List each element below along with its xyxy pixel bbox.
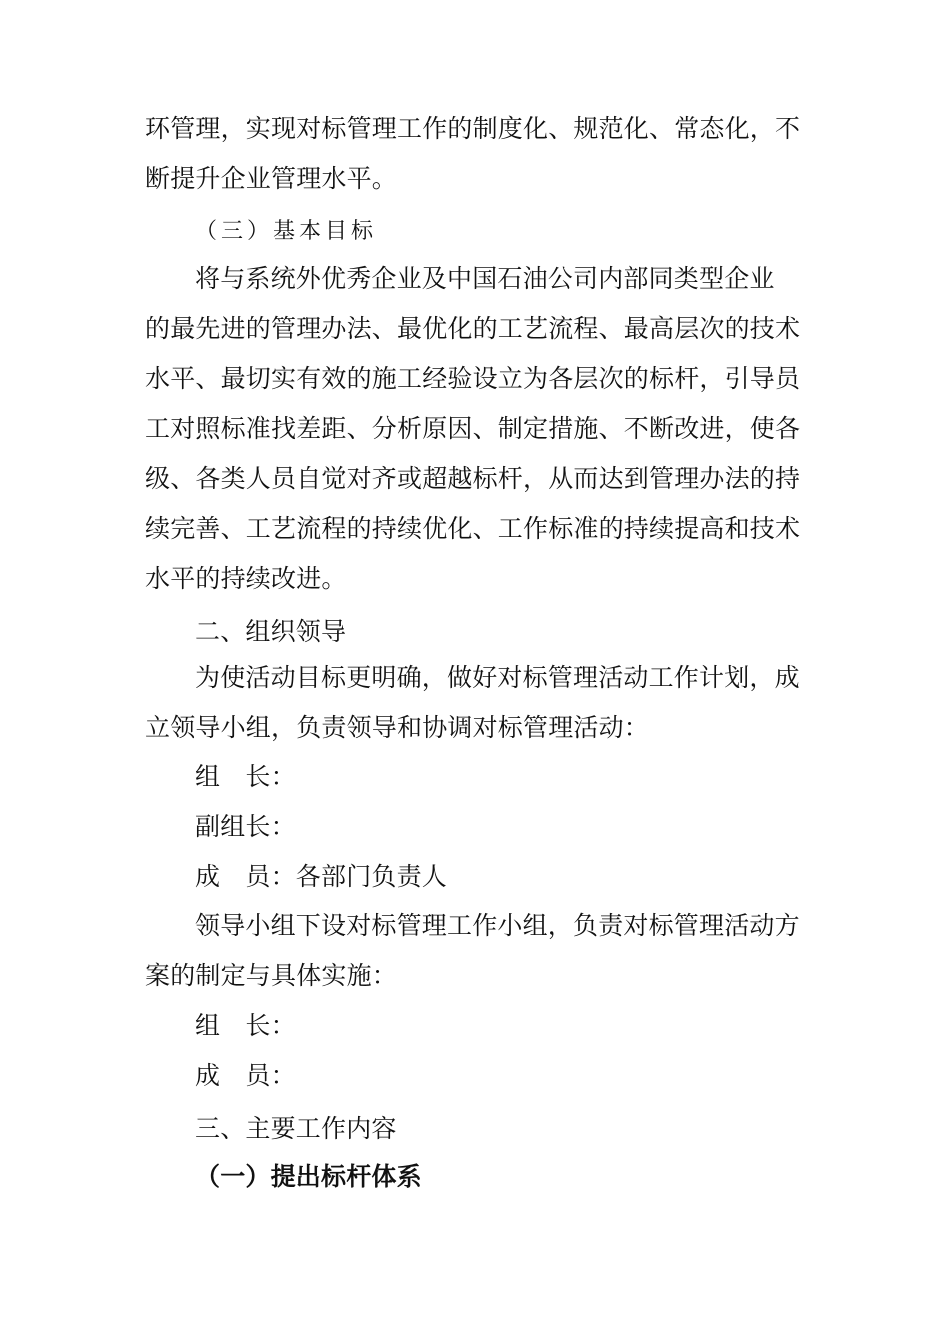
leading-group-members: 成 员：各部门负责人 [195,862,448,891]
goal-paragraph-line-2: 的最先进的管理办法、最优化的工艺流程、最高层次的技术 [145,314,801,343]
leading-group-deputy: 副组长： [195,812,296,841]
working-group-intro-line-2: 案的制定与具体实施： [145,961,398,990]
subsection-heading-benchmark-system: （一）提出标杆体系 [195,1162,422,1191]
section-heading-organization: 二、组织领导 [195,617,347,646]
goal-paragraph-line-3: 水平、最切实有效的施工经验设立为各层次的标杆，引导员 [145,364,801,393]
goal-paragraph-line-4: 工对照标准找差距、分析原因、制定措施、不断改进，使各 [145,414,801,443]
leading-group-intro-line-2: 立领导小组，负责领导和协调对标管理活动： [145,713,650,742]
section-heading-basic-goal: （三）基本目标 [195,219,378,244]
goal-paragraph-line-6: 续完善、工艺流程的持续优化、工作标准的持续提高和技术 [145,514,801,543]
section-heading-main-work: 三、主要工作内容 [195,1114,397,1143]
leading-group-intro-line-1: 为使活动目标更明确，做好对标管理活动工作计划，成 [195,663,800,692]
goal-paragraph-line-5: 级、各类人员自觉对齐或超越标杆，从而达到管理办法的持 [145,464,801,493]
goal-paragraph-line-1: 将与系统外优秀企业及中国石油公司内部同类型企业 [195,264,775,293]
working-group-leader: 组 长： [195,1011,296,1040]
intro-line-1: 环管理，实现对标管理工作的制度化、规范化、常态化，不 [145,114,801,143]
leading-group-leader: 组 长： [195,762,296,791]
goal-paragraph-line-7: 水平的持续改进。 [145,564,347,593]
intro-line-2: 断提升企业管理水平。 [145,164,398,193]
working-group-members: 成 员： [195,1061,296,1090]
working-group-intro-line-1: 领导小组下设对标管理工作小组，负责对标管理活动方 [195,911,800,940]
